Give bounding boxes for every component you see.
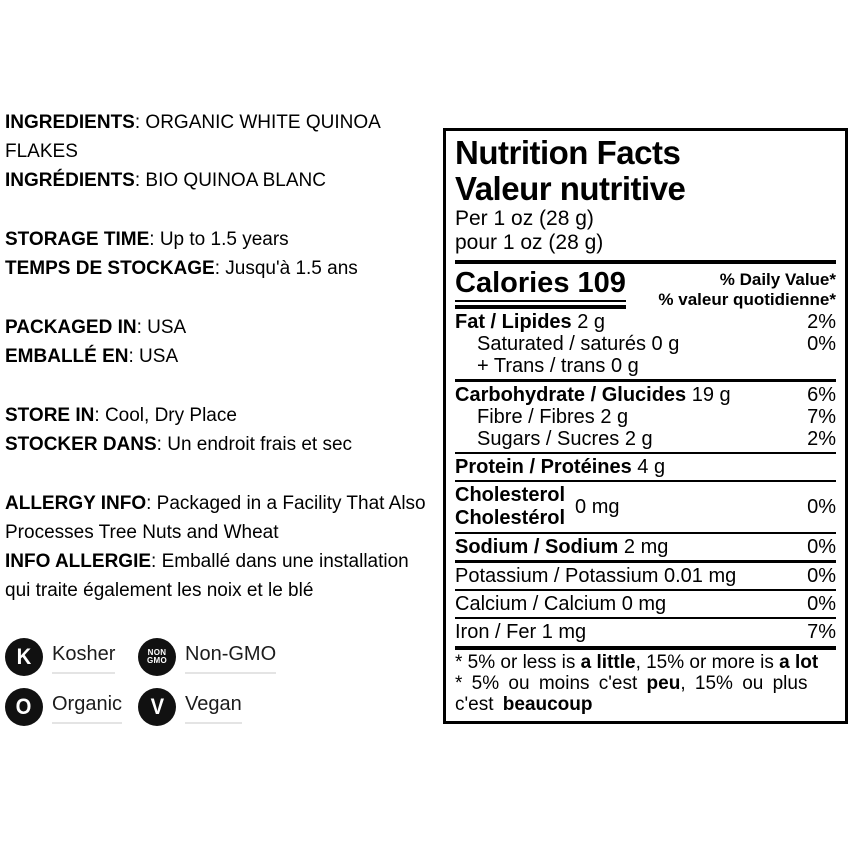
rule-after-serving [455,260,836,264]
row-sodium-dv: 0% [807,536,836,558]
row-fibre [455,406,836,428]
row-protein-name [455,456,665,478]
ingredients-fr-label: INGRÉDIENTS [5,170,135,191]
daily-value-header [658,270,836,310]
row-carbohydrate-name-bold: Carbohydrate / Glucides [455,384,687,406]
footnote-fr-mid: , 15% ou plus c'est [455,673,808,715]
storage-time-en [5,225,429,254]
row-fibre-name: Fibre / Fibres 2 g [477,406,629,428]
storage-time-en-label: STORAGE TIME [5,229,150,250]
row-cholesterol-names [455,484,565,530]
rule-after-fat [455,379,836,382]
badge-organic-label: Organic [52,690,122,724]
nf-serving-fr: pour 1 oz (28 g) [455,231,604,254]
vegan-icon [138,688,176,726]
footnote-fr-peu: peu [646,673,681,694]
kosher-icon-glyph: K [16,644,32,669]
nf-title-fr: Valeur nutritive [455,170,686,207]
row-cholesterol [455,484,836,530]
allergy-info-group [5,489,429,605]
ingredients-en-label: INGREDIENTS [5,112,135,133]
badge-vegan-label: Vegan [185,690,242,724]
ingredients-en-value: : ORGANIC WHITE QUINOA FLAKES [5,112,380,162]
rule-after-iron [455,646,836,650]
product-info-column [5,108,429,735]
allergy-info-en [5,489,429,547]
packaged-in-en-value: : USA [136,317,187,338]
row-carbohydrate-dv: 6% [807,384,836,406]
row-cholesterol-name-en: Cholesterol [455,484,566,506]
nf-serving-en: Per 1 oz (28 g) [455,207,594,230]
badge-non-gmo-label: Non-GMO [185,640,276,674]
footnote-en [455,652,836,673]
organic-icon [5,688,43,726]
row-iron-dv: 7% [807,621,836,643]
store-in-en-value: : Cool, Dry Place [94,405,237,426]
allergy-info-fr-label: INFO ALLERGIE [5,551,152,572]
row-carbohydrate-name [455,384,731,406]
footnote-fr [455,673,836,715]
rule-after-sodium [455,560,836,563]
badge-row-1 [5,635,429,679]
allergy-info-en-value: : Packaged in a Facility That Also Processes Tree Nuts and Wheat [5,493,426,543]
rule-after-cholesterol [455,532,836,534]
calories-underline [455,305,626,309]
packaged-in-en-label: PACKAGED IN [5,317,137,338]
store-in-fr [5,430,429,459]
row-calcium-dv: 0% [807,593,836,615]
daily-value-header-en: % Daily Value* [719,270,836,289]
badge-vegan [138,688,242,726]
row-saturated-dv: 0% [807,333,836,355]
nf-title-en: Nutrition Facts [455,134,681,171]
row-sugars-dv: 2% [807,428,836,450]
packaged-in-en [5,313,429,342]
calories [455,267,626,310]
ingredients-fr-value: : BIO QUINOA BLANC [134,170,326,191]
rule-after-sugars [455,452,836,454]
store-in-en-label: STORE IN [5,405,95,426]
non-gmo-icon [138,638,176,676]
footnote-fr-pre: * 5% ou moins c'est [455,673,647,694]
allergy-info-fr-value: : Emballé dans une installation qui traite également les noix et le blé [5,551,409,601]
non-gmo-icon-bottom: GMO [146,656,167,665]
store-in-fr-value: : Un endroit frais et sec [156,434,353,455]
row-saturated-name: Saturated / saturés 0 g [477,333,680,355]
storage-time-en-value: : Up to 1.5 years [149,229,289,250]
row-calcium-name: Calcium / Calcium 0 mg [455,593,667,615]
row-fat-amount: 2 g [571,311,606,333]
nutrition-facts-panel [443,128,848,724]
row-potassium-name: Potassium / Potassium 0.01 mg [455,565,737,587]
badge-kosher [5,638,138,676]
calories-value: Calories 109 [455,267,626,302]
footnote-en-a-little: a little [580,652,636,673]
packaged-in-fr-value: : USA [128,346,179,367]
rule-after-calcium [455,617,836,619]
row-protein [455,456,836,478]
footnote-en-mid: , 15% or more is [635,652,780,673]
rule-after-potassium [455,589,836,591]
row-protein-amount: 4 g [631,456,666,478]
row-fat-name [455,311,605,333]
non-gmo-icon-top: NON [147,648,167,657]
row-fat [455,311,836,333]
row-trans [455,355,836,377]
badge-non-gmo [138,638,276,676]
row-carbohydrate-amount: 19 g [686,384,731,406]
ingredients-en [5,108,429,166]
row-potassium-dv: 0% [807,565,836,587]
vegan-icon-glyph: V [150,694,164,719]
kosher-icon [5,638,43,676]
storage-time-fr [5,254,429,283]
rule-after-protein [455,480,836,482]
storage-time-fr-value: : Jusqu'à 1.5 ans [214,258,358,279]
row-sodium-amount: 2 mg [618,536,669,558]
packaged-in-group [5,313,429,371]
store-in-fr-label: STOCKER DANS [5,434,157,455]
daily-value-header-fr: % valeur quotidienne* [658,290,836,309]
row-cholesterol-name-fr: Cholestérol [455,507,566,529]
row-fat-dv: 2% [807,311,836,333]
allergy-info-fr [5,547,429,605]
row-iron-name: Iron / Fer 1 mg [455,621,587,643]
calories-block [455,267,836,310]
footnote-fr-beaucoup: beaucoup [502,694,593,715]
footnote-en-pre: * 5% or less is [455,652,581,673]
row-cholesterol-dv: 0% [807,495,836,518]
row-protein-name-bold: Protein / Protéines [455,456,632,478]
footnote-en-a-lot: a lot [779,652,819,673]
badge-row-2 [5,685,429,729]
row-fibre-dv: 7% [807,406,836,428]
storage-time-group [5,225,429,283]
row-iron [455,621,836,643]
row-potassium [455,565,836,587]
packaged-in-fr [5,342,429,371]
row-sodium-name [455,536,668,558]
certification-badges [5,635,429,729]
row-sugars-name: Sugars / Sucres 2 g [477,428,653,450]
row-sodium [455,536,836,558]
store-in-group [5,401,429,459]
row-sodium-name-bold: Sodium / Sodium [455,536,619,558]
store-in-en [5,401,429,430]
row-saturated [455,333,836,355]
packaged-in-fr-label: EMBALLÉ EN [5,346,129,367]
allergy-info-en-label: ALLERGY INFO [5,493,147,514]
row-carbohydrate [455,384,836,406]
row-cholesterol-amount: 0 mg [575,495,620,518]
organic-icon-glyph: O [16,694,32,719]
row-trans-name: + Trans / trans 0 g [477,355,639,377]
row-sugars [455,428,836,450]
storage-time-fr-label: TEMPS DE STOCKAGE [5,258,215,279]
ingredients-group [5,108,429,195]
row-calcium [455,593,836,615]
row-fat-name-bold: Fat / Lipides [455,311,572,333]
badge-kosher-label: Kosher [52,640,115,674]
badge-organic [5,688,138,726]
ingredients-fr [5,166,429,195]
